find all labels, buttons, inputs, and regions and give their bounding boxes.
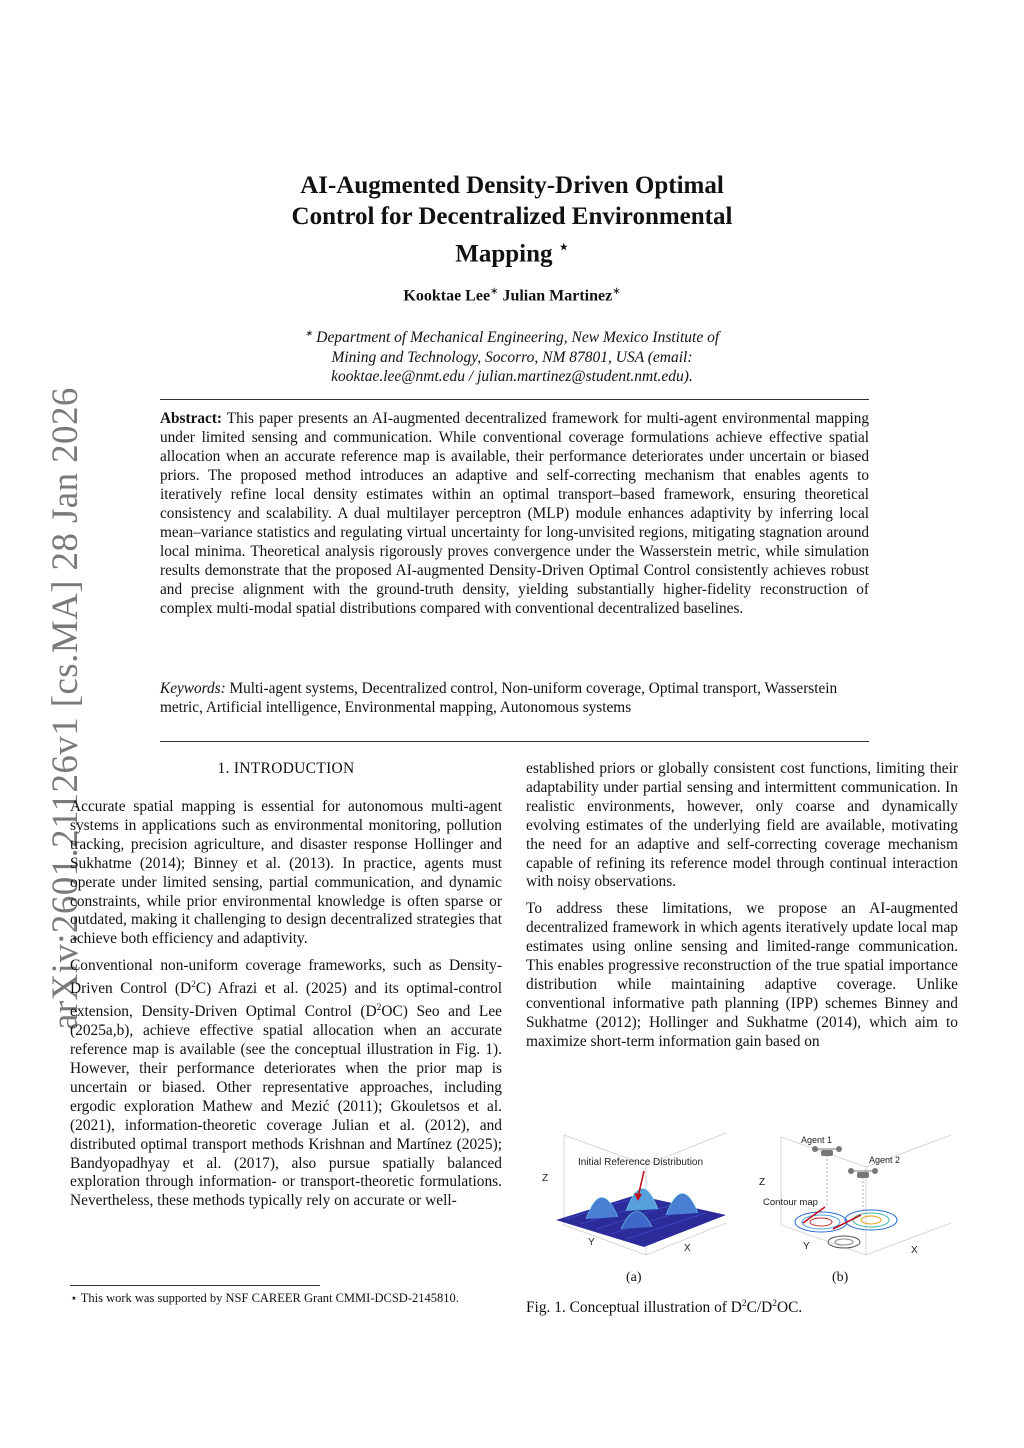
author-2-mark: ∗ xyxy=(612,286,621,297)
agent-2-drone-icon xyxy=(848,1168,878,1178)
affiliation-mark: ∗ xyxy=(304,328,313,338)
author-list xyxy=(220,286,804,305)
figure-1a-panel xyxy=(526,1125,731,1270)
superscript-2: 2 xyxy=(741,1299,747,1309)
affiliation-line-1: Department of Mechanical Engineering, New Mexico Institute of xyxy=(316,329,720,347)
left-column xyxy=(70,798,502,1211)
figure-1b-panel xyxy=(741,1125,958,1270)
title-line-1: AI-Augmented Density-Driven Optimal xyxy=(300,172,724,199)
footnote-rule xyxy=(70,1285,320,1286)
abstract xyxy=(160,409,869,618)
figure-1 xyxy=(526,1125,958,1295)
author-1-mark: ∗ xyxy=(490,286,499,297)
agent-1-drone-icon xyxy=(812,1146,842,1156)
intro-paragraph-4: To address these limitations, we propose an AI-augmented decentralized framework in which agents iteratively update local map estimates using online sensing and limited-range communication. This enables progressive reconstruction of the true spatial importance distribution while maintaining adaptive coverage. Unlike conventional informative path planning (IPP) schemes Binney and Sukhatme (2012); Hollinger and Sukhatme (2014), which aim to maximize short-term information gain based on xyxy=(526,900,958,1050)
superscript-2: 2 xyxy=(376,1003,382,1014)
abstract-text: This paper presents an AI-augmented decentralized framework for multi-agent environmental mapping under limited sensing and communication. While conventional coverage formulations achieve effective spatial allocation when an accurate reference map is available, their performance deteriorates under uncertain or biased priors. The proposed method introduces an adaptive and self-correcting mechanism that enables agents to iteratively refine local density estimates within an optimal transport–based framework, ensuring theoretical consistency and scalability. A dual multilayer perceptron (MLP) module enhances adaptivity by inferring local mean–variance statistics and regulating virtual uncertainty for long-unvisited regions, mitigating stagnation around local minima. Theoretical analysis rigorously proves convergence under the Wasserstein metric, while simulation results demonstrate that the proposed AI-augmented Density-Driven Optimal Control consistently achieves robust and precise alignment with the ground-truth density, yielding substantially higher-fidelity reconstruction of complex multi-modal spatial distributions compared with conventional decentralized baselines. xyxy=(160,410,869,617)
contour-map-ellipses xyxy=(795,1210,897,1248)
keywords-text: Multi-agent systems, Decentralized control, Non-uniform coverage, Optimal transport, Wasserstein metric, Artificial intelligence, Environmental mapping, Autonomous systems xyxy=(160,680,838,716)
section-heading-introduction: 1. INTRODUCTION xyxy=(217,760,355,777)
affiliation-line-2: Mining and Technology, Socorro, NM 87801, USA (email: xyxy=(331,348,693,366)
label-agent-2: Agent 2 xyxy=(869,1155,901,1165)
figure-1-caption xyxy=(526,1299,958,1317)
keywords-label: Keywords: xyxy=(160,680,226,697)
footnote-text: This work was supported by NSF CAREER Grant CMMI-DCSD-2145810. xyxy=(80,1291,459,1305)
density-peak xyxy=(586,1197,618,1219)
figure-1b-label: (b) xyxy=(832,1270,849,1285)
axis-label-z: Z xyxy=(759,1177,766,1188)
axis-label-y: Y xyxy=(588,1237,595,1248)
title-footnote-star: ⋆ xyxy=(558,239,569,256)
label-agent-1: Agent 1 xyxy=(801,1135,833,1145)
footnote-star: ⋆ xyxy=(70,1291,78,1305)
affiliation xyxy=(200,324,824,387)
annotation-initial-reference: Initial Reference Distribution xyxy=(578,1157,704,1168)
affiliation-line-3[interactable]: kooktae.lee@nmt.edu / julian.martinez@student.nmt.edu). xyxy=(331,368,693,386)
label-contour-map: Contour map xyxy=(763,1197,818,1208)
title-line-3: Mapping xyxy=(455,240,553,268)
superscript-2: 2 xyxy=(191,980,196,991)
intro-paragraph-2 xyxy=(70,957,502,1211)
intro-p2-part-a: Conventional non-uniform coverage frameworks, such as Density-Driven Control (D xyxy=(70,957,502,998)
density-peak xyxy=(666,1193,698,1215)
arxiv-identifier[interactable]: arXiv:2601.21126v1 [cs.MA] 28 Jan 2026 xyxy=(45,387,86,1030)
footnote xyxy=(70,1290,502,1306)
intro-paragraph-1: Accurate spatial mapping is essential for autonomous multi-agent systems in applications such as environmental monitoring, pollution tracking, precision agriculture, and disaster response Hollinger and Sukhatme (2014); Binney et al. (2013). In practice, agents must operate under limited sensing, partial communication, and dynamic constraints, while prior environmental knowledge is often sparse or outdated, making it challenging to design decentralized strategies that achieve both efficiency and adaptivity. xyxy=(70,798,502,948)
caption-part-2: C/D xyxy=(746,1299,773,1317)
intro-p2-part-b: C) Afrazi et al. (2025) and its optimal-control extension, Density-Driven Optimal Control (D xyxy=(70,980,502,1021)
intro-paragraph-3: established priors or globally consistent cost functions, limiting their adaptability under partial sensing and intermittent communication. In realistic environments, however, only coarse and dynamically evolving estimates of the underlying field are available, motivating the need for an adaptive and self-correcting coverage mechanism capable of refining its reference model through continual interaction with noisy observations. xyxy=(526,760,958,891)
axis-label-x: X xyxy=(684,1243,691,1254)
author-1: Kooktae Lee xyxy=(403,287,491,305)
caption-part-3: OC. xyxy=(777,1299,803,1317)
axis-label-x: X xyxy=(911,1245,918,1256)
agent-2-trajectory xyxy=(833,1215,861,1229)
caption-part-1: Fig. 1. Conceptual illustration of D xyxy=(526,1299,742,1317)
figure-1a-label: (a) xyxy=(626,1270,642,1285)
superscript-2: 2 xyxy=(772,1299,778,1309)
abstract-top-rule xyxy=(160,399,869,400)
abstract-label: Abstract: xyxy=(160,410,223,427)
title-line-2: Control for Decentralized Environmental xyxy=(291,203,733,230)
axis-label-z: Z xyxy=(542,1173,549,1184)
density-peak xyxy=(626,1188,658,1211)
keywords xyxy=(160,679,869,717)
intro-p2-part-c: OC) Seo and Lee (2025a,b), achieve effective spatial allocation when an accurate reference map is available (see the conceptual illustration in Fig. 1). However, their performance deteriorates when the prior map is uncertain or biased. Other representative approaches, including ergodic exploration Mathew and Mezić (2011); Gkouletsos et al. (2021), information-theoretic coverage Julian et al. (2012), and distributed optimal transport methods Krishnan and Martínez (2025); Bandyopadhyay et al. (2017), also pursue spatially balanced exploration through information- or transport-theoretic formulations. Nevertheless, these methods typically rely on accurate or well- xyxy=(70,1003,502,1210)
paper-title xyxy=(220,170,804,269)
author-2: Julian Martinez xyxy=(502,287,613,305)
right-column xyxy=(526,760,958,1052)
axis-label-y: Y xyxy=(803,1241,810,1252)
abstract-bottom-rule xyxy=(160,741,869,742)
